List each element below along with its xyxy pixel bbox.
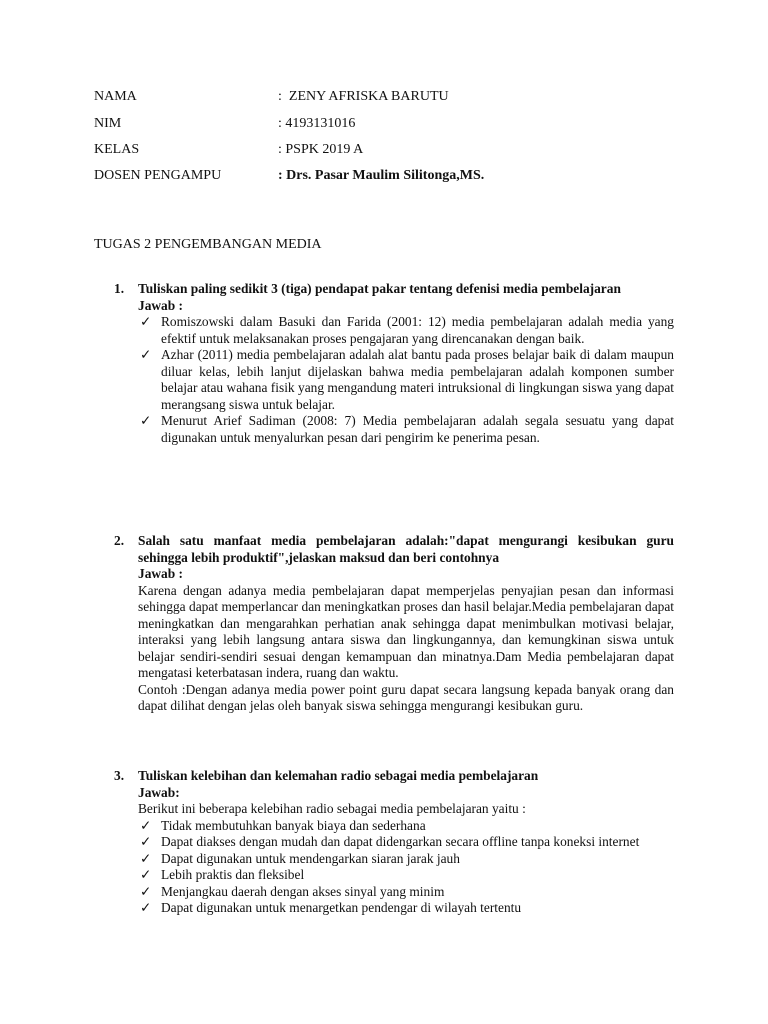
answer-paragraph: Contoh :Dengan adanya media power point guru dapat secara langsung kepada banyak orang dan dapat dilihat dengan jelas oleh banyak siswa sehingga mengurangi kesibukan guru. bbox=[138, 681, 674, 713]
header-label: DOSEN PENGAMPU bbox=[94, 168, 222, 183]
list-item-text: Menjangkau daerah dengan akses sinyal yang minim bbox=[161, 883, 445, 899]
list-item bbox=[138, 818, 674, 835]
list-item-text: Menurut Arief Sadiman (2008: 7) Media pembelajaran adalah segala sesuatu yang dapat digunakan untuk menyalurkan pesan dari pengirim ke penerima pesan. bbox=[161, 413, 674, 445]
header-label: KELAS bbox=[94, 142, 140, 157]
list-item-text: Dapat digunakan untuk menargetkan pendengar di wilayah tertentu bbox=[161, 900, 522, 915]
answer-list bbox=[138, 818, 674, 917]
question-2 bbox=[114, 533, 674, 715]
header-value: : Drs. Pasar Maulim Silitonga,MS. bbox=[278, 168, 485, 183]
list-item bbox=[138, 413, 674, 446]
answer-label: Jawab : bbox=[138, 297, 184, 313]
check-icon: ✓ bbox=[140, 850, 152, 866]
question-3 bbox=[114, 768, 674, 917]
list-item-text: Lebih praktis dan fleksibel bbox=[161, 867, 305, 882]
question-1 bbox=[114, 281, 674, 446]
check-icon: ✓ bbox=[140, 834, 152, 849]
check-icon: ✓ bbox=[140, 900, 152, 915]
header-label: NIM bbox=[94, 116, 122, 131]
question-number: 3. bbox=[114, 768, 125, 783]
header-value: : 4193131016 bbox=[278, 116, 356, 131]
question-text: Salah satu manfaat media pembelajaran adalah:"dapat mengurangi kesibukan guru sehingga lebih produktif",jelaskan maksud dan beri contohnya bbox=[138, 533, 674, 565]
answer-list bbox=[138, 314, 674, 446]
list-item-text: Tidak membutuhkan banyak biaya dan sederhana bbox=[161, 817, 426, 833]
list-item-text: Azhar (2011) media pembelajaran adalah alat bantu pada proses belajar baik di dalam maupun diluar kelas, lebih lanjut dijelaskan bahwa media pembelajaran adalah komponen sumber belajar atau wahana fisik yang mengandung materi intruksional di lingkungan siswa yang dapat merangsang siswa untuk belajar. bbox=[161, 347, 674, 412]
document-title: TUGAS 2 PENGEMBANGAN MEDIA bbox=[94, 237, 322, 252]
answer-intro: Berikut ini beberapa kelebihan radio sebagai media pembelajaran yaitu : bbox=[138, 801, 526, 816]
check-icon: ✓ bbox=[140, 314, 152, 329]
list-item-text: Romiszowski dalam Basuki dan Farida (2001: 12) media pembelajaran adalah media yang efektif untuk melaksanakan proses pengajaran yang direncanakan dengan baik. bbox=[161, 314, 674, 346]
header-value: : ZENY AFRISKA BARUTU bbox=[278, 89, 449, 104]
list-item bbox=[138, 884, 674, 901]
list-item-text: Dapat diakses dengan mudah dan dapat didengarkan secara offline tanpa koneksi internet bbox=[161, 834, 640, 849]
list-item bbox=[138, 834, 674, 851]
header-value: : PSPK 2019 A bbox=[278, 142, 364, 157]
answer-paragraph: Karena dengan adanya media pembelajaran dapat memperjelas penyajian pesan dan informasi sehingga dapat memperlancar dan meningkatkan proses dan hasil belajar.Media pembelajaran dapat meningkatkan dan mengarahkan perhatian anak sehingga dapat menimbulkan motivasi belajar, interaksi yang lebih langsung antara siswa dan lingkungannya, dan kemungkinan siswa untuk belajar sendiri-sendiri sesuai dengan kemampuan dan minatnya.Dam Media pembelajaran dapat mengatasi keterbatasan indera, ruang dan waktu. bbox=[138, 582, 674, 680]
question-text: Tuliskan paling sedikit 3 (tiga) pendapat pakar tentang defenisi media pembelajaran bbox=[138, 281, 621, 296]
check-icon: ✓ bbox=[140, 413, 152, 428]
answer-label: Jawab : bbox=[138, 566, 184, 581]
check-icon: ✓ bbox=[140, 817, 152, 833]
question-text: Tuliskan kelebihan dan kelemahan radio sebagai media pembelajaran bbox=[138, 768, 539, 783]
list-item bbox=[138, 851, 674, 868]
check-icon: ✓ bbox=[140, 883, 152, 899]
check-icon: ✓ bbox=[140, 867, 152, 882]
header-label: NAMA bbox=[94, 89, 137, 104]
list-item bbox=[138, 900, 674, 917]
list-item-text: Dapat digunakan untuk mendengarkan siaran jarak jauh bbox=[161, 850, 460, 866]
list-item bbox=[138, 314, 674, 347]
list-item bbox=[138, 347, 674, 413]
list-item bbox=[138, 867, 674, 884]
question-number: 2. bbox=[114, 533, 125, 548]
check-icon: ✓ bbox=[140, 347, 152, 362]
question-number: 1. bbox=[114, 281, 125, 296]
answer-label: Jawab: bbox=[138, 784, 180, 800]
